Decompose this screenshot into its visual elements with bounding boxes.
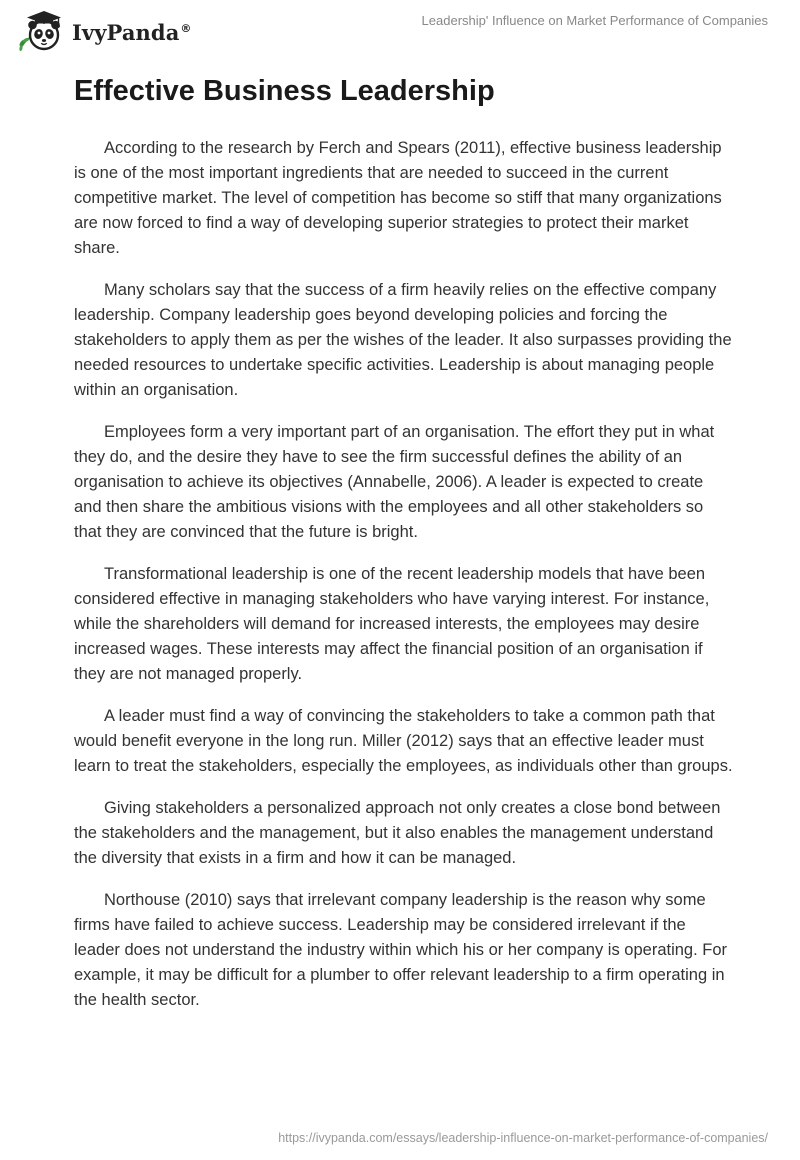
source-url-link[interactable]: https://ivypanda.com/essays/leadership-influence-on-market-performance-of-companies/	[278, 1131, 768, 1145]
panda-graduation-cap-icon	[14, 9, 66, 53]
paragraph: Many scholars say that the success of a firm heavily relies on the effective company leadership. Company leadership goes beyond developing policies and forcing the stakeholders to apply them as per the wishes of the leader. It also surpasses providing the needed resources to undertake specific activities. Leadership is about managing people within an organisation.	[74, 281, 732, 399]
article	[74, 70, 734, 1030]
article-body	[74, 136, 734, 1013]
paragraph: Giving stakeholders a personalized approach not only creates a close bond between the stakeholders and the management, but it also enables the management understand the diversity that exists in a firm and how it can be managed.	[74, 799, 721, 867]
page-header	[0, 0, 800, 60]
brand-name: IvyPanda®	[72, 19, 192, 45]
page-title: Effective Business Leadership	[74, 75, 495, 107]
paragraph: According to the research by Ferch and Spears (2011), effective business leadership is one of the most important ingredients that are needed to succeed in the current competitive market. The level of competition has become so stiff that many organizations are now forced to find a way of developing superior strategies to protect their market share.	[74, 139, 722, 257]
paragraph: A leader must find a way of convincing the stakeholders to take a common path that would benefit everyone in the long run. Miller (2012) says that an effective leader must learn to treat the stakeholders, especially the employees, as individuals other than groups.	[74, 707, 733, 775]
paragraph: Employees form a very important part of an organisation. The effort they put in what they do, and the desire they have to see the firm successful defines the ability of an organisation to achieve its objectives (Annabelle, 2006). A leader is expected to create and then share the ambitious visions with the employees and all other stakeholders so that they are convinced that the future is bright.	[74, 423, 715, 541]
running-title: Leadership' Influence on Market Performance of Companies	[421, 13, 768, 28]
registered-mark: ®	[180, 21, 192, 35]
paragraph: Transformational leadership is one of the recent leadership models that have been considered effective in managing stakeholders who have varying interest. For instance, while the shareholders will demand for increased interests, the employees may desire increased wages. These interests may affect the financial position of an organisation if they are not managed properly.	[74, 565, 710, 683]
paragraph: Northouse (2010) says that irrelevant company leadership is the reason why some firms have failed to achieve success. Leadership may be considered irrelevant if the leader does not understand the industry within which his or her company is operating. For example, it may be difficult for a plumber to offer relevant leadership to a firm operating in the health sector.	[74, 891, 728, 1009]
ivypanda-logo[interactable]	[14, 8, 192, 54]
